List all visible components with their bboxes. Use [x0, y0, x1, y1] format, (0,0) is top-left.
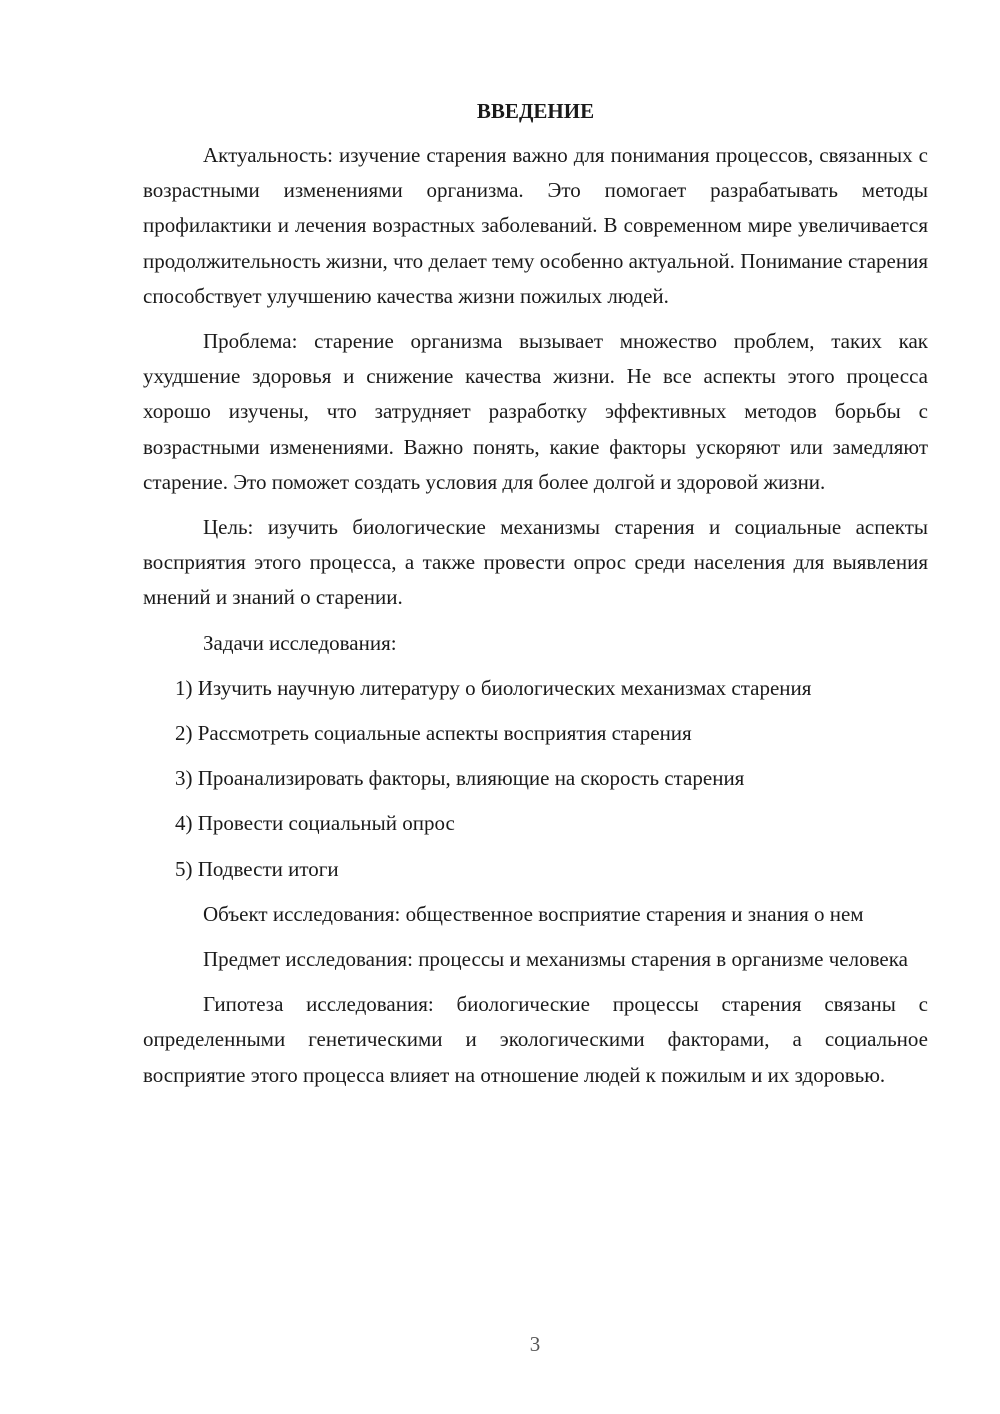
page-title: ВВЕДЕНИЕ — [476, 99, 595, 123]
tasks-list — [143, 671, 928, 887]
list-item: 5) Подвести итоги — [175, 856, 339, 881]
paragraph-problem: Проблема: старение организма вызывает множество проблем, таких как ухудшение здоровья и снижение качества жизни. Не все аспекты этого процесса хорошо изучены, что затрудняет разработку эффективных методов борьбы с возрастными изменениями. Важно понять, какие факторы ускоряют или замедляют старение. Это поможет создать условия для более долгой и здоровой жизни. — [143, 329, 928, 494]
paragraph-subject: Предмет исследования: процессы и механизмы старения в организме человека — [203, 947, 908, 972]
list-item: 4) Провести социальный опрос — [175, 811, 455, 836]
paragraph-hypothesis: Гипотеза исследования: биологические процессы старения связаны с определенными генетическими и экологическими факторами, а социальное восприятие этого процесса влияет на отношение людей к пожилым и их здоровью. — [143, 992, 928, 1087]
paragraph-goal: Цель: изучить биологические механизмы старения и социальные аспекты восприятия этого процесса, а также провести опрос среди населения для выявления мнений и знаний о старении. — [143, 515, 928, 610]
paragraph-relevance: Актуальность: изучение старения важно для понимания процессов, связанных с возрастными изменениями организма. Это помогает разрабатывать методы профилактики и лечения возрастных заболеваний. В современном мире увеличивается продолжительность жизни, что делает тему особенно актуальной. Понимание старения способствует улучшению качества жизни пожилых людей. — [143, 143, 928, 308]
paragraph-object: Объект исследования: общественное восприятие старения и знания о нем — [203, 901, 864, 926]
list-item: 3) Проанализировать факторы, влияющие на скорость старения — [175, 766, 745, 791]
page-number: 3 — [529, 1332, 541, 1356]
document-page — [143, 96, 928, 1103]
list-item: 1) Изучить научную литературу о биологических механизмах старения — [175, 675, 812, 700]
list-item: 2) Рассмотреть социальные аспекты восприятия старения — [175, 721, 692, 746]
paragraph-tasks-heading: Задачи исследования: — [203, 630, 397, 655]
